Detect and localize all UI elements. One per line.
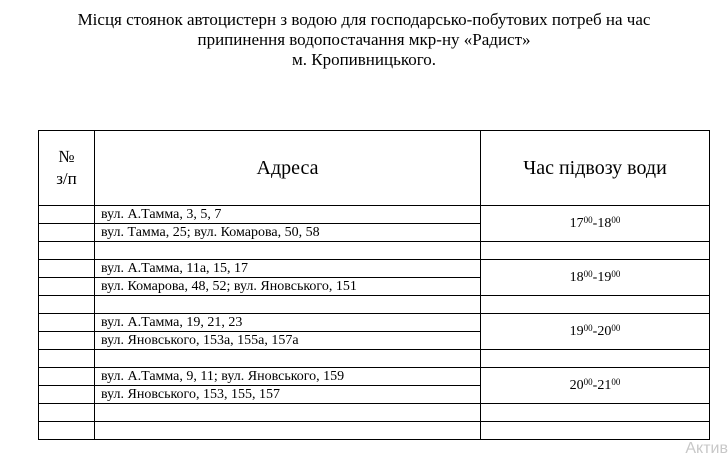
empty-cell [39, 422, 95, 440]
spacer-row [39, 242, 710, 260]
time-from-minutes: 00 [583, 214, 593, 225]
empty-cell [481, 296, 710, 314]
title-line-3: м. Кропивницького. [291, 50, 437, 69]
time-from: 17 [569, 215, 584, 231]
empty-cell [481, 350, 710, 368]
empty-cell [481, 404, 710, 422]
address-cell: вул. Яновського, 153а, 155а, 157а [95, 332, 481, 350]
address-cell: вул. Яновського, 153, 155, 157 [95, 386, 481, 404]
empty-cell [95, 350, 481, 368]
header-row [39, 131, 710, 206]
address-cell: вул. А.Тамма, 3, 5, 7 [95, 206, 481, 224]
table-row [39, 368, 710, 386]
empty-cell [39, 350, 95, 368]
header-number-abbr: з/п [56, 169, 77, 188]
row-number-cell [39, 224, 95, 242]
time-to-minutes: 00 [611, 322, 621, 333]
address-cell: вул. А.Тамма, 11а, 15, 17 [95, 260, 481, 278]
row-number-cell [39, 386, 95, 404]
row-number-cell [39, 368, 95, 386]
time-cell: $18^{00}-19^{00}$ [481, 260, 710, 296]
address-cell: вул. А.Тамма, 19, 21, 23 [95, 314, 481, 332]
schedule-table [38, 130, 710, 440]
empty-cell [39, 296, 95, 314]
empty-cell [95, 422, 481, 440]
time-to: 20 [597, 323, 612, 339]
header-number [39, 131, 95, 206]
title-line-2: припинення водопостачання мкр-ну «Радист» [197, 30, 531, 49]
time-to-minutes: 00 [611, 376, 621, 387]
spacer-row [39, 350, 710, 368]
time-to: 21 [597, 377, 612, 393]
time-to: 19 [597, 269, 612, 285]
row-number-cell [39, 278, 95, 296]
document-title [0, 10, 728, 70]
address-cell: вул. А.Тамма, 9, 11; вул. Яновського, 159 [95, 368, 481, 386]
empty-cell [95, 242, 481, 260]
spacer-row [39, 404, 710, 422]
header-address: Адреса [95, 131, 481, 206]
time-from: 19 [569, 323, 584, 339]
row-number-cell [39, 260, 95, 278]
table-row [39, 260, 710, 278]
time-cell: $17^{00}-18^{00}$ [481, 206, 710, 242]
header-time: Час підвозу води [481, 131, 710, 206]
table-row [39, 206, 710, 224]
activation-watermark: Актив [685, 440, 728, 457]
empty-cell [39, 404, 95, 422]
empty-cell [95, 296, 481, 314]
time-to: 18 [597, 215, 612, 231]
time-to-minutes: 00 [611, 214, 621, 225]
time-from-minutes: 00 [583, 268, 593, 279]
row-number-cell [39, 206, 95, 224]
time-from-minutes: 00 [583, 376, 593, 387]
empty-cell [481, 422, 710, 440]
empty-cell [95, 404, 481, 422]
address-cell: вул. Комарова, 48, 52; вул. Яновського, 151 [95, 278, 481, 296]
table-row [39, 314, 710, 332]
row-number-cell [39, 332, 95, 350]
empty-cell [39, 242, 95, 260]
time-from-minutes: 00 [583, 322, 593, 333]
empty-cell [481, 242, 710, 260]
spacer-row [39, 422, 710, 440]
time-to-minutes: 00 [611, 268, 621, 279]
row-number-cell [39, 314, 95, 332]
header-number-symbol: № [58, 147, 75, 166]
time-cell: $19^{00}-20^{00}$ [481, 314, 710, 350]
spacer-row [39, 296, 710, 314]
time-from: 18 [569, 269, 584, 285]
time-from: 20 [569, 377, 584, 393]
title-line-1: Місця стоянок автоцистерн з водою для господарсько-побутових потреб на час [77, 10, 651, 29]
time-cell: $20^{00}-21^{00}$ [481, 368, 710, 404]
address-cell: вул. Тамма, 25; вул. Комарова, 50, 58 [95, 224, 481, 242]
